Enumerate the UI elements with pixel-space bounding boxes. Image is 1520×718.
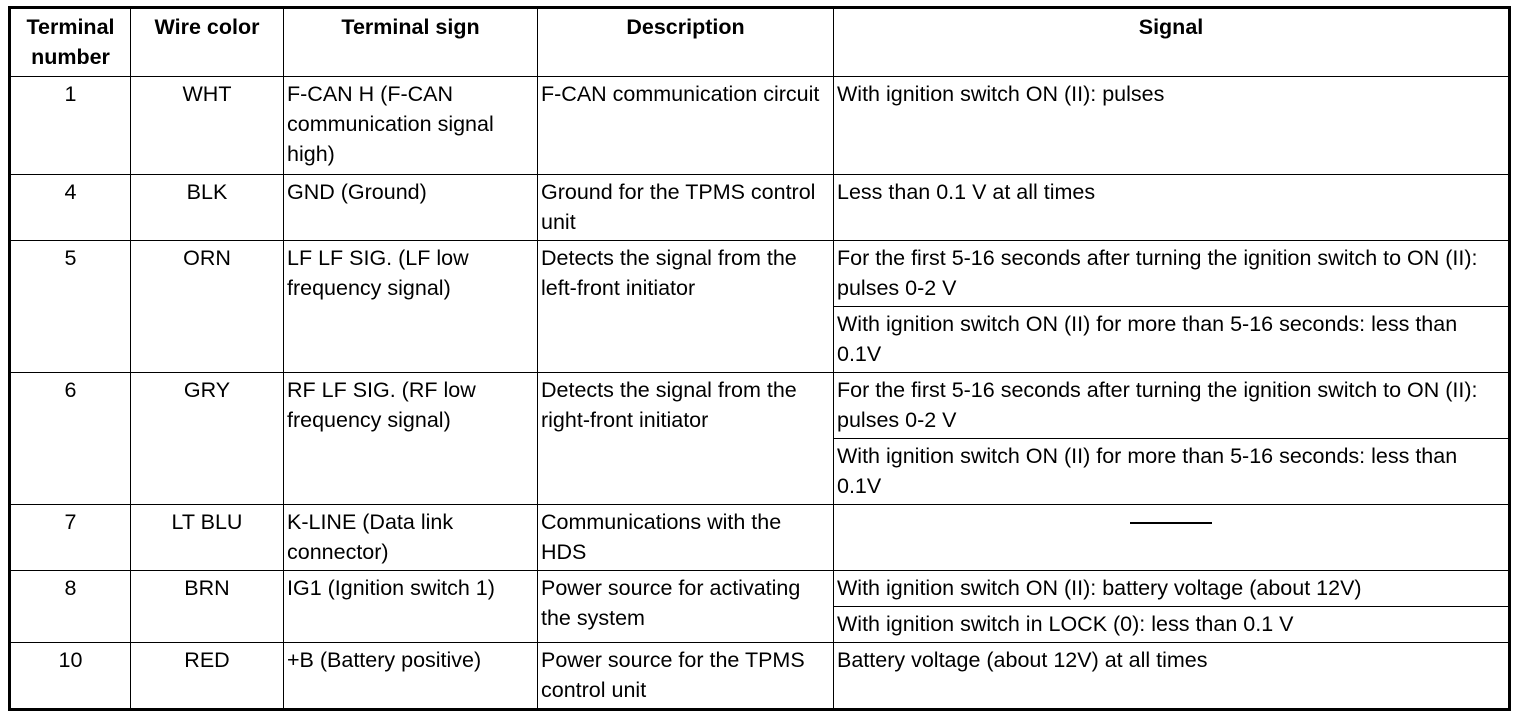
signal: With ignition switch ON (II) for more than 5-16 seconds: less than 0.1V xyxy=(834,307,1510,373)
wire-color: RED xyxy=(131,643,284,710)
signal-not-applicable xyxy=(834,505,1510,571)
table-row xyxy=(10,175,1510,241)
description: Power source for the TPMS control unit xyxy=(538,643,834,710)
terminal-sign: GND (Ground) xyxy=(284,175,538,241)
wire-color: BLK xyxy=(131,175,284,241)
header-terminal-sign: Terminal sign xyxy=(284,8,538,77)
header-wire-color: Wire color xyxy=(131,8,284,77)
table-row xyxy=(10,241,1510,307)
terminal-sign: +B (Battery positive) xyxy=(284,643,538,710)
signal: With ignition switch ON (II) for more than 5-16 seconds: less than 0.1V xyxy=(834,439,1510,505)
terminal-number: 7 xyxy=(10,505,131,571)
terminal-number: 8 xyxy=(10,571,131,643)
header-description: Description xyxy=(538,8,834,77)
header-row xyxy=(10,8,1510,77)
header-signal: Signal xyxy=(834,8,1510,77)
terminal-number: 4 xyxy=(10,175,131,241)
terminal-sign: RF LF SIG. (RF low frequency signal) xyxy=(284,373,538,505)
terminal-sign: F-CAN H (F-CAN communication signal high) xyxy=(284,77,538,175)
table-row xyxy=(10,643,1510,710)
signal: With ignition switch ON (II): battery voltage (about 12V) xyxy=(834,571,1510,607)
terminal-sign: LF LF SIG. (LF low frequency signal) xyxy=(284,241,538,373)
terminal-sign: IG1 (Ignition switch 1) xyxy=(284,571,538,643)
header-terminal-number: Terminal number xyxy=(10,8,131,77)
table-row xyxy=(10,373,1510,439)
signal: For the first 5-16 seconds after turning the ignition switch to ON (II): pulses 0-2 V xyxy=(834,373,1510,439)
signal: For the first 5-16 seconds after turning the ignition switch to ON (II): pulses 0-2 V xyxy=(834,241,1510,307)
description: Detects the signal from the right-front initiator xyxy=(538,373,834,505)
description: Detects the signal from the left-front initiator xyxy=(538,241,834,373)
terminal-number: 10 xyxy=(10,643,131,710)
description: Ground for the TPMS control unit xyxy=(538,175,834,241)
description: F-CAN communication circuit xyxy=(538,77,834,175)
table-row xyxy=(10,77,1510,175)
description: Communications with the HDS xyxy=(538,505,834,571)
wire-color: LT BLU xyxy=(131,505,284,571)
wire-color: WHT xyxy=(131,77,284,175)
wire-color: GRY xyxy=(131,373,284,505)
table-row xyxy=(10,505,1510,571)
signal: With ignition switch in LOCK (0): less than 0.1 V xyxy=(834,607,1510,643)
terminal-sign: K-LINE (Data link connector) xyxy=(284,505,538,571)
dash-line xyxy=(1130,522,1212,524)
signal: Battery voltage (about 12V) at all times xyxy=(834,643,1510,710)
terminal-number: 1 xyxy=(10,77,131,175)
terminal-number: 5 xyxy=(10,241,131,373)
description: Power source for activating the system xyxy=(538,571,834,643)
terminal-number: 6 xyxy=(10,373,131,505)
signal: With ignition switch ON (II): pulses xyxy=(834,77,1510,175)
wire-color: BRN xyxy=(131,571,284,643)
table-row xyxy=(10,571,1510,607)
signal: Less than 0.1 V at all times xyxy=(834,175,1510,241)
terminal-table xyxy=(8,6,1511,711)
wire-color: ORN xyxy=(131,241,284,373)
